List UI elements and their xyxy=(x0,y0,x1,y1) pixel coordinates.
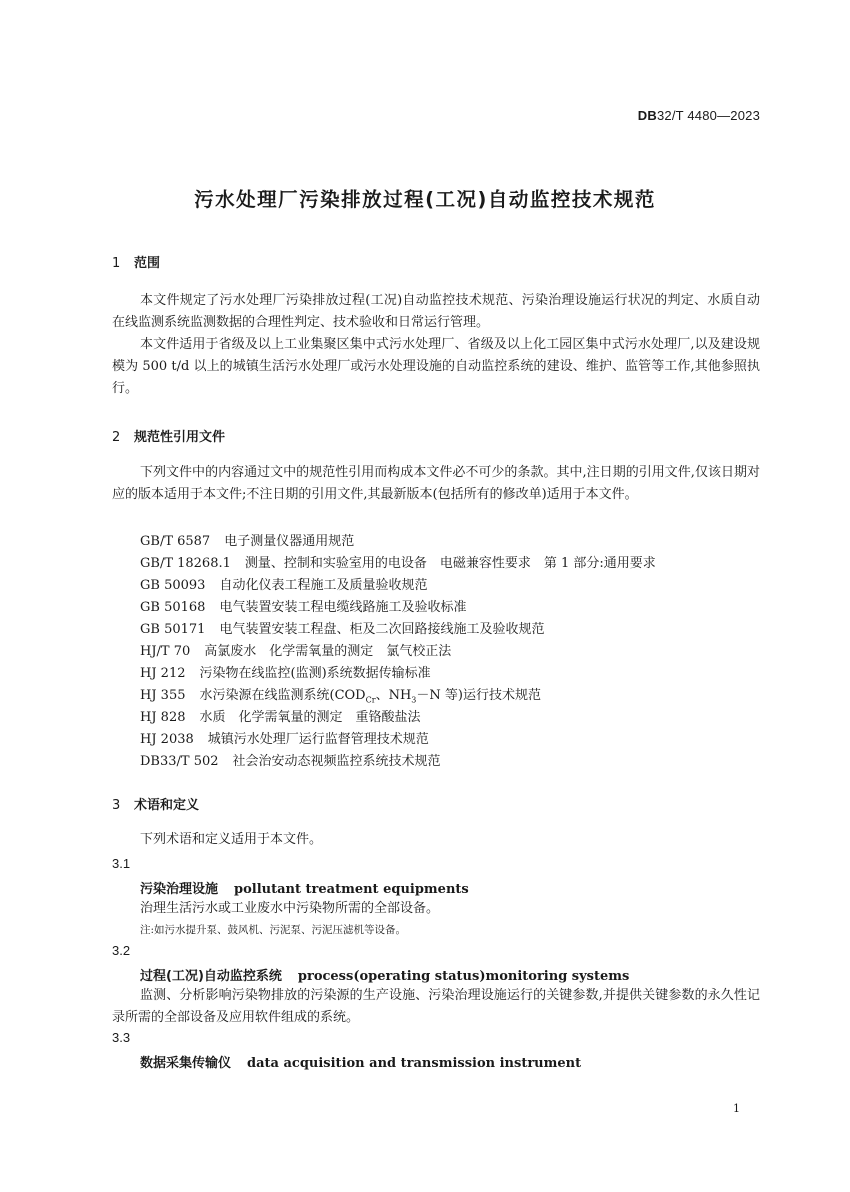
section-1-heading: 1 范围 xyxy=(112,256,161,271)
term-number: 3.1 xyxy=(112,856,131,871)
term-definition: 治理生活污水或工业废水中污染物所需的全部设备。 xyxy=(140,901,440,916)
section-3-heading: 3 术语和定义 xyxy=(112,798,200,813)
term-title: 数据采集传输仪 data acquisition and transmission instrument xyxy=(140,1056,582,1071)
reference-item: HJ 212 污染物在线监控(监测)系统数据传输标准 xyxy=(140,666,431,681)
reference-item: HJ 2038 城镇污水处理厂运行监督管理技术规范 xyxy=(140,732,429,747)
term-note: 注:如污水提升泵、鼓风机、污泥泵、污泥压滤机等设备。 xyxy=(140,924,407,936)
reference-item: HJ/T 70 高氯废水 化学需氧量的测定 氯气校正法 xyxy=(140,644,452,659)
section-2-heading: 2 规范性引用文件 xyxy=(112,430,226,445)
reference-item: GB 50171 电气装置安装工程盘、柜及二次回路接线施工及验收规范 xyxy=(140,622,545,637)
reference-item: HJ 355 水污染源在线监测系统($COD_{Cr}$、$NH_3-N$ 等)运行技术规范 xyxy=(140,688,541,705)
reference-item: DB33/T 502 社会治安动态视频监控系统技术规范 xyxy=(140,754,441,769)
term-number: 3.3 xyxy=(112,1030,131,1045)
reference-item: GB 50093 自动化仪表工程施工及质量验收规范 xyxy=(140,578,428,593)
term-definition: 监测、分析影响污染物排放的污染源的生产设施、污染治理设施运行的关键参数,并提供关键参数的永久性记录所需的全部设备及应用软件组成的系统。 xyxy=(112,988,760,1025)
section-1-paragraph-2: 本文件适用于省级及以上工业集聚区集中式污水处理厂、省级及以上化工园区集中式污水处理厂,以及建设规模为 500 t/d 以上的城镇生活污水处理厂或污水处理设施的自动监控系统的建设、维护、监管等工作,其他参照执行。 xyxy=(112,337,760,396)
page-number: 1 xyxy=(733,1102,740,1115)
section-1-paragraph-1: 本文件规定了污水处理厂污染排放过程(工况)自动监控技术规范、污染治理设施运行状况的判定、水质自动在线监测系统监测数据的合理性判定、技术验收和日常运行管理。 xyxy=(112,293,760,330)
document-number: DB32/T 4480—2023 xyxy=(637,108,760,123)
reference-item: GB/T 6587 电子测量仪器通用规范 xyxy=(140,534,355,549)
term-number: 3.2 xyxy=(112,943,131,958)
section-2-paragraph-1: 下列文件中的内容通过文中的规范性引用而构成本文件必不可少的条款。其中,注日期的引用文件,仅该日期对应的版本适用于本文件;不注日期的引用文件,其最新版本(包括所有的修改单)适用于本文件。 xyxy=(112,465,760,502)
reference-item: GB/T 18268.1 测量、控制和实验室用的电设备 电磁兼容性要求 第 1 部分:通用要求 xyxy=(140,556,656,571)
term-title: 过程(工况)自动监控系统 process(operating status)monitoring systems xyxy=(140,969,630,984)
section-3-paragraph-1: 下列术语和定义适用于本文件。 xyxy=(140,832,323,847)
page-title: 污水处理厂污染排放过程(工况)自动监控技术规范 xyxy=(194,188,656,211)
term-title: 污染治理设施 pollutant treatment equipments xyxy=(140,882,469,897)
reference-item: GB 50168 电气装置安装工程电缆线路施工及验收标准 xyxy=(140,600,467,615)
reference-item: HJ 828 水质 化学需氧量的测定 重铬酸盐法 xyxy=(140,710,421,725)
